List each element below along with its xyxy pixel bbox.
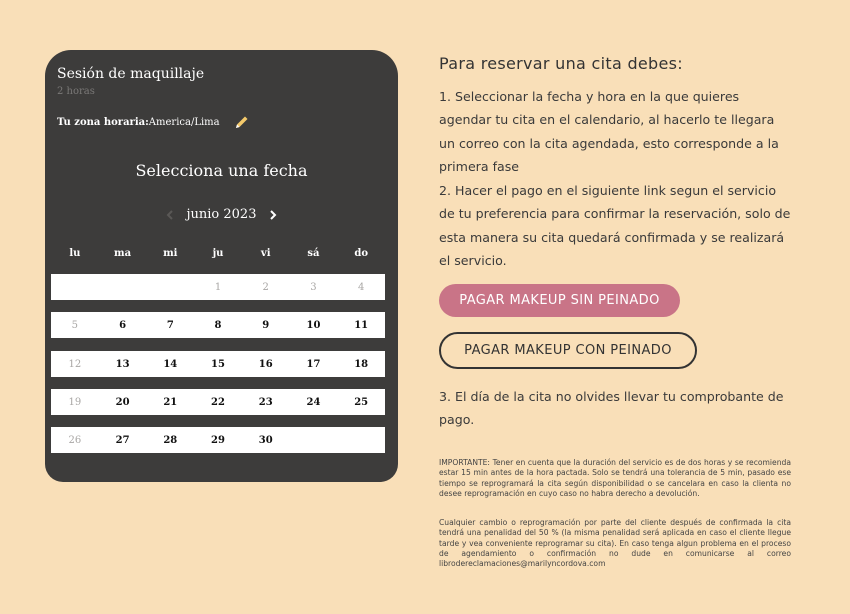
current-month: junio 2023 bbox=[186, 207, 257, 222]
calendar-day-disabled: 5 bbox=[71, 319, 79, 331]
step-two-text: 2. Hacer el pago en el siguiente link segun el servicio de tu preferencia para confirmar la reservación, solo de esta manera su cita quedará confirmada y se realizará el servicio. bbox=[439, 183, 791, 268]
booking-calendar-card bbox=[45, 50, 398, 482]
timezone-label: Tu zona horaria: bbox=[57, 116, 149, 128]
calendar-day[interactable]: 16 bbox=[258, 358, 273, 370]
weekday-label: do bbox=[354, 248, 368, 259]
calendar-day[interactable]: 14 bbox=[163, 358, 178, 370]
calendar-day[interactable]: 25 bbox=[354, 396, 369, 408]
weekday-label: vi bbox=[260, 248, 271, 259]
pay-makeup-with-hair-button[interactable]: PAGAR MAKEUP CON PEINADO bbox=[439, 332, 697, 369]
reschedule-note: Cualquier cambio o reprogramación por parte del cliente después de confirmada la cita tendrá una penalidad del 50 % (la misma penalidad será aplicada en caso el cliente llegue tarde y vea conveniente reprogramar su cita). En caso tenga algun problema en el proceso de agendamiento o confirmación no dude en comunicarse al correo librodereclamaciones@marilyncordova.com bbox=[439, 518, 791, 569]
calendar-week-row bbox=[51, 427, 385, 453]
calendar-day-disabled: 2 bbox=[262, 281, 269, 293]
calendar-day[interactable]: 6 bbox=[119, 319, 127, 331]
calendar-day[interactable]: 30 bbox=[258, 434, 273, 446]
calendar-day-disabled: 12 bbox=[68, 358, 82, 370]
weekday-label: sá bbox=[307, 248, 320, 259]
calendar-day[interactable]: 15 bbox=[211, 358, 225, 370]
weekday-label: ma bbox=[114, 248, 132, 259]
instructions-heading: Para reservar una cita debes: bbox=[439, 54, 683, 73]
service-title: Sesión de maquillaje bbox=[57, 66, 205, 82]
pay-makeup-without-hair-button[interactable]: PAGAR MAKEUP SIN PEINADO bbox=[439, 284, 680, 317]
timezone-row bbox=[57, 114, 250, 130]
chevron-left-icon[interactable] bbox=[163, 208, 177, 222]
timezone-value: America/Lima bbox=[148, 116, 220, 128]
pencil-icon[interactable] bbox=[234, 114, 250, 130]
calendar-day-disabled: 26 bbox=[68, 434, 82, 446]
calendar-week-row bbox=[51, 312, 385, 338]
calendar-week-row bbox=[51, 389, 385, 415]
calendar-day[interactable]: 10 bbox=[306, 319, 321, 331]
calendar-day[interactable]: 9 bbox=[262, 319, 270, 331]
calendar-day[interactable]: 29 bbox=[211, 434, 225, 446]
step-three-text: 3. El día de la cita no olvides llevar tu comprobante de pago. bbox=[439, 389, 784, 428]
calendar-day[interactable]: 21 bbox=[163, 396, 178, 408]
weekday-label: mi bbox=[163, 248, 178, 259]
calendar-day[interactable]: 20 bbox=[115, 396, 130, 408]
calendar-day[interactable]: 8 bbox=[214, 319, 222, 331]
calendar-day[interactable]: 18 bbox=[354, 358, 369, 370]
calendar-week-row bbox=[51, 274, 385, 300]
calendar-day[interactable]: 13 bbox=[115, 358, 130, 370]
calendar-day-disabled: 4 bbox=[357, 281, 365, 293]
weekday-label: lu bbox=[69, 248, 81, 259]
weekday-header bbox=[51, 248, 385, 259]
calendar-day[interactable]: 17 bbox=[306, 358, 321, 370]
month-navigation bbox=[45, 207, 398, 222]
calendar-day[interactable]: 27 bbox=[115, 434, 130, 446]
select-date-heading: Selecciona una fecha bbox=[135, 161, 308, 180]
service-duration: 2 horas bbox=[57, 86, 95, 97]
calendar-day-disabled: 19 bbox=[68, 396, 82, 408]
calendar-day[interactable]: 23 bbox=[258, 396, 273, 408]
calendar-day[interactable]: 11 bbox=[354, 319, 369, 331]
weekday-label: ju bbox=[212, 248, 224, 259]
calendar-day[interactable]: 24 bbox=[306, 396, 321, 408]
calendar-day[interactable]: 7 bbox=[166, 319, 174, 331]
calendar-day-disabled: 3 bbox=[310, 281, 317, 293]
chevron-right-icon[interactable] bbox=[266, 208, 280, 222]
calendar-day[interactable]: 22 bbox=[211, 396, 225, 408]
important-note: IMPORTANTE: Tener en cuenta que la duración del servicio es de dos horas y se recomienda estar 15 min antes de la hora pactada. Solo se tendrá una tolerancia de 5 min, pasado ese tiempo se reprogramará la cita según disponibilidad o se cancelara en caso la clienta no desee reprogramación en cuyo caso no habra derecho a devolución. bbox=[439, 458, 791, 498]
calendar-day[interactable]: 28 bbox=[163, 434, 178, 446]
calendar-day-disabled: 1 bbox=[214, 281, 222, 293]
calendar-week-row bbox=[51, 351, 385, 377]
step-one-text: 1. Seleccionar la fecha y hora en la que quieres agendar tu cita en el calendario, al hacerlo te llegara un correo con la cita agendada, esto corresponde a la primera fase bbox=[439, 89, 779, 174]
